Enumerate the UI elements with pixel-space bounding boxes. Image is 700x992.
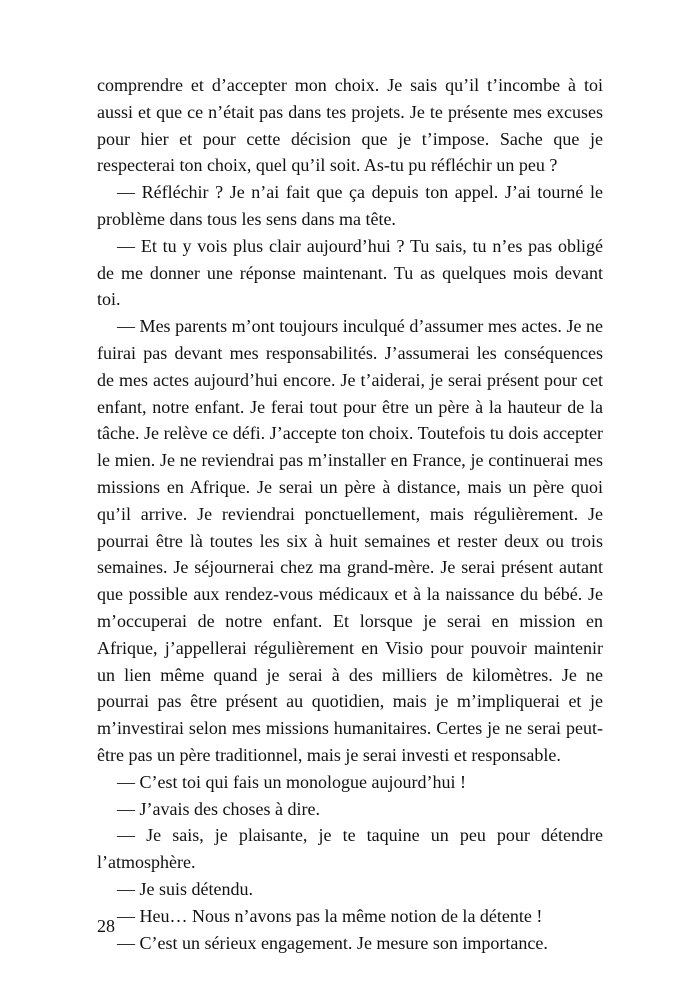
- paragraph-continuation: comprendre et d’accepter mon choix. Je sais qu’il t’incombe à toi aussi et que ce n’était pas dans tes projets. Je te présente mes excuses pour hier et pour cette décision que je t’impose. Sache que je respecterai ton choix, quel qu’il soit. As-tu pu réfléchir un peu ?: [97, 75, 603, 176]
- page-number: 28: [97, 916, 115, 936]
- dialogue-line: — Réfléchir ? Je n’ai fait que ça depuis ton appel. J’ai tourné le problème dans tous les sens dans ma tête.: [97, 182, 603, 229]
- dialogue-line: — Je sais, je plaisante, je te taquine un peu pour détendre l’atmosphère.: [97, 825, 603, 873]
- dialogue-line: — Et tu y vois plus clair aujourd’hui ? Tu sais, tu n’es pas obligé de me donner une réponse maintenant. Tu as quelques mois devant toi.: [97, 235, 603, 310]
- dialogue-line: — Je suis détendu.: [117, 878, 253, 899]
- page-body: [97, 72, 603, 956]
- dialogue-line: — C’est toi qui fais un monologue aujourd’hui !: [117, 771, 466, 792]
- dialogue-line: — J’avais des choses à dire.: [117, 798, 320, 819]
- dialogue-line: — C’est un sérieux engagement. Je mesure son importance.: [117, 932, 548, 953]
- dialogue-line: — Mes parents m’ont toujours inculqué d’assumer mes actes. Je ne fuirai pas devant mes responsabilités. J’assumerai les conséquences de mes actes aujourd’hui encore. Je t’aiderai, je serai présent pour cet enfant, notre enfant. Je ferai tout pour être un père à la hauteur de la tâche. Je relève ce défi. J’accepte ton choix. Toutefois tu dois accepter le mien. Je ne reviendrai pas m’installer en France, je continuerai mes missions en Afrique. Je serai un père à distance, mais un père quoi qu’il arrive. Je reviendrai ponctuellement, mais régulièrement. Je pourrai être là toutes les six à huit semaines et rester deux ou trois semaines. Je séjournerai chez ma grand-mère. Je serai présent autant que possible aux rendez-vous médicaux et à la naissance du bébé. Je m’occuperai de notre enfant. Et lorsque je serai en mission en Afrique, j’appellerai régulièrement en Visio pour pouvoir maintenir un lien même quand je serai à des milliers de kilomètres. Je ne pourrai pas être présent au quotidien, mais je m’impliquerai et je m’investirai selon mes missions humanitaires. Certes je ne serai peut-être pas un père traditionnel, mais je serai investi et responsable.: [97, 316, 603, 765]
- dialogue-line: — Heu… Nous n’avons pas la même notion de la détente !: [117, 905, 543, 926]
